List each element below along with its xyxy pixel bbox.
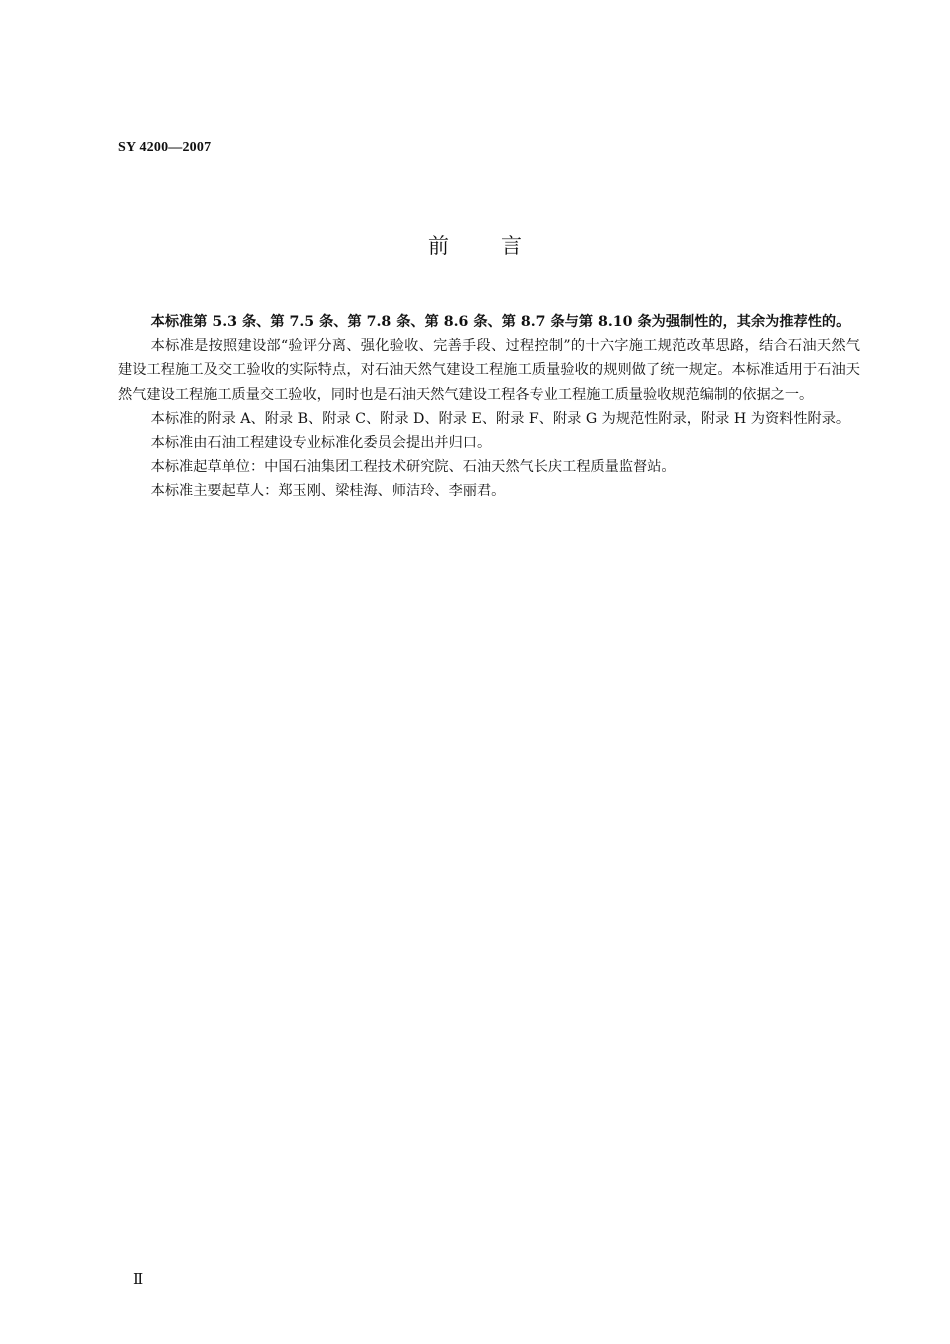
page-number: Ⅱ [133, 1272, 144, 1288]
page-title-part-1: 前 [428, 234, 449, 258]
paragraph-basis: 本标准是按照建设部“验评分离、强化验收、完善手段、过程控制”的十六字施工规范改革思路，结合石油天然气建设工程施工及交工验收的实际特点，对石油天然气建设工程施工质量验收的规则做了统一规定。本标准适用于石油天然气建设工程施工质量交工验收，同时也是石油天然气建设工程各专业工程施工质量验收规范编制的依据之一。 [118, 338, 860, 403]
page-title-part-2: 言 [501, 234, 522, 258]
standard-code: SY 4200—2007 [118, 140, 212, 155]
paragraph-drafting-units: 本标准起草单位：中国石油集团工程技术研究院、石油天然气长庆工程质量监督站。 [150, 459, 676, 476]
page-title [0, 230, 950, 260]
paragraph-mandatory-clauses: 本标准第 5.3 条、第 7.5 条、第 7.8 条、第 8.6 条、第 8.7 条与第 8.10 条为强制性的，其余为推荐性的。 [150, 314, 851, 330]
foreword-body [118, 310, 860, 504]
paragraph-annexes: 本标准的附录 A、附录 B、附录 C、附录 D、附录 E、附录 F、附录 G 为规范性附录，附录 H 为资料性附录。 [150, 410, 851, 427]
paragraph-drafters: 本标准主要起草人：郑玉刚、梁桂海、师洁玲、李丽君。 [150, 483, 506, 500]
paragraph-proposer: 本标准由石油工程建设专业标准化委员会提出并归口。 [150, 435, 492, 452]
